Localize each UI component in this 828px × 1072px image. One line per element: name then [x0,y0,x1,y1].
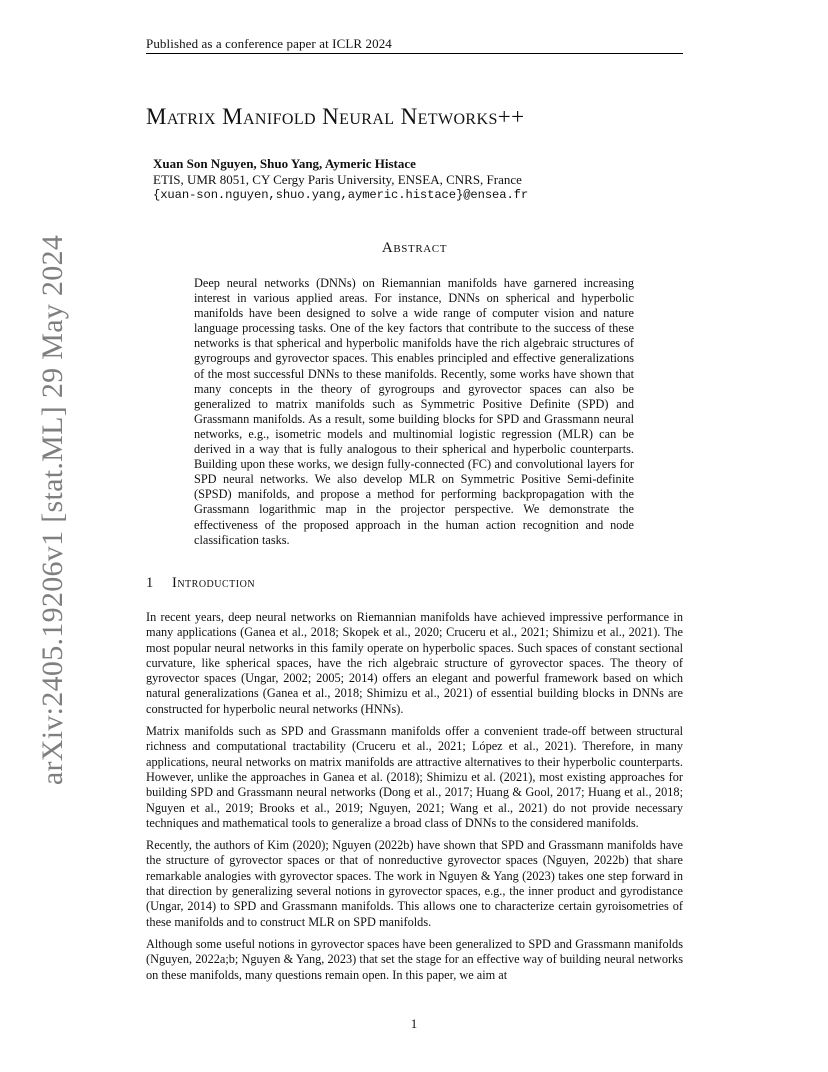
abstract-heading: Abstract [381,240,448,256]
abstract-text: Deep neural networks (DNNs) on Riemannian manifolds have garnered increasing interest in various applied areas. For instance, DNNs on spherical and hyperbolic manifolds have been designed to solve a wide range of computer vision and nature language processing tasks. One of the key factors that contribute to the success of these networks is that spherical and hyperbolic manifolds have the rich algebraic structures of gyrogroups and gyrovector spaces. This enables principled and effective generalizations of the most successful DNNs to these manifolds. Recently, some works have shown that many concepts in the theory of gyrogroups and gyrovector spaces can also be generalized to matrix manifolds such as Symmetric Positive Definite (SPD) and Grassmann manifolds. As a result, some building blocks for SPD and Grassmann neural networks, e.g., isometric models and multinomial logistic regression (MLR) can be derived in a way that is fully analogous to their spherical and hyperbolic counterparts. Building upon these works, we design fully-connected (FC) and convolutional layers for SPD neural networks. We also develop MLR on Symmetric Positive Semi-definite (SPSD) manifolds, and propose a method for performing backpropagation with the Grassmann logarithmic map in the projector perspective. We demonstrate the effectiveness of the proposed approach in the human action recognition and node classification tasks. [194,276,634,547]
arxiv-identifier-stamp: arXiv:2405.19206v1 [stat.ML] 29 May 2024 [36,234,69,786]
section-title: Introduction [172,575,256,591]
body-paragraph: Matrix manifolds such as SPD and Grassmann manifolds offer a convenient trade-off between structural richness and computational tractability (Cruceru et al., 2021; López et al., 2021). Therefore, in many applications, neural networks on matrix manifolds are attractive alternatives to their hyperbolic counterparts. However, unlike the approaches in Ganea et al. (2018); Shimizu et al. (2021), most existing approaches for building SPD and Grassmann neural networks (Dong et al., 2017; Huang & Gool, 2017; Huang et al., 2018; Nguyen et al., 2019; Brooks et al., 2019; Nguyen, 2021; Wang et al., 2021) do not provide necessary techniques and mathematical tools to generalize a broad class of DNNs to the considered manifolds. [146,724,683,830]
author-names: Xuan Son Nguyen, Shuo Yang, Aymeric Histace [153,156,416,171]
header-rule [146,53,683,54]
body-paragraph: In recent years, deep neural networks on Riemannian manifolds have achieved impressive performance in many applications (Ganea et al., 2018; Skopek et al., 2020; Cruceru et al., 2021; Shimizu et al., 2021). The most popular neural networks in this family operate on hyperbolic spaces. Such spaces of constant sectional curvature, like spherical spaces, have the rich algebraic structure of gyrovector spaces. The theory of gyrovector spaces (Ungar, 2002; 2005; 2014) offers an elegant and powerful framework based on which natural generalizations (Ganea et al., 2018; Shimizu et al., 2021) of essential building blocks in DNNs are constructed for hyperbolic neural networks (HNNs). [146,610,683,716]
section-heading [146,575,255,592]
author-affiliation: ETIS, UMR 8051, CY Cergy Paris University, ENSEA, CNRS, France [153,172,522,187]
page-number: 1 [410,1016,418,1031]
section-number: 1 [146,575,154,591]
body-paragraph: Although some useful notions in gyrovector spaces have been generalized to SPD and Grassmann manifolds (Nguyen, 2022a;b; Nguyen & Yang, 2023) that set the stage for an effective way of building neural networks on these manifolds, many questions remain open. In this paper, we aim at [146,936,683,982]
body-paragraph: Recently, the authors of Kim (2020); Nguyen (2022b) have shown that SPD and Grassmann manifolds have the structure of gyrovector spaces or that of nonreductive gyrovector spaces (Nguyen, 2022b) that share remarkable analogies with gyrovector spaces. The work in Nguyen & Yang (2023) takes one step forward in that direction by generalizing several notions in gyrovector spaces, e.g., the inner product and gyrodistance (Ungar, 2014) to SPD and Grassmann manifolds. This allows one to characterize certain gyroisometries of these manifolds and to construct MLR on SPD manifolds. [146,838,683,929]
author-emails: {xuan-son.nguyen,shuo.yang,aymeric.histace}@ensea.fr [153,188,529,202]
running-head: Published as a conference paper at ICLR 2024 [146,36,392,51]
introduction-body [146,610,683,990]
paper-title: Matrix Manifold Neural Networks++ [146,104,525,129]
